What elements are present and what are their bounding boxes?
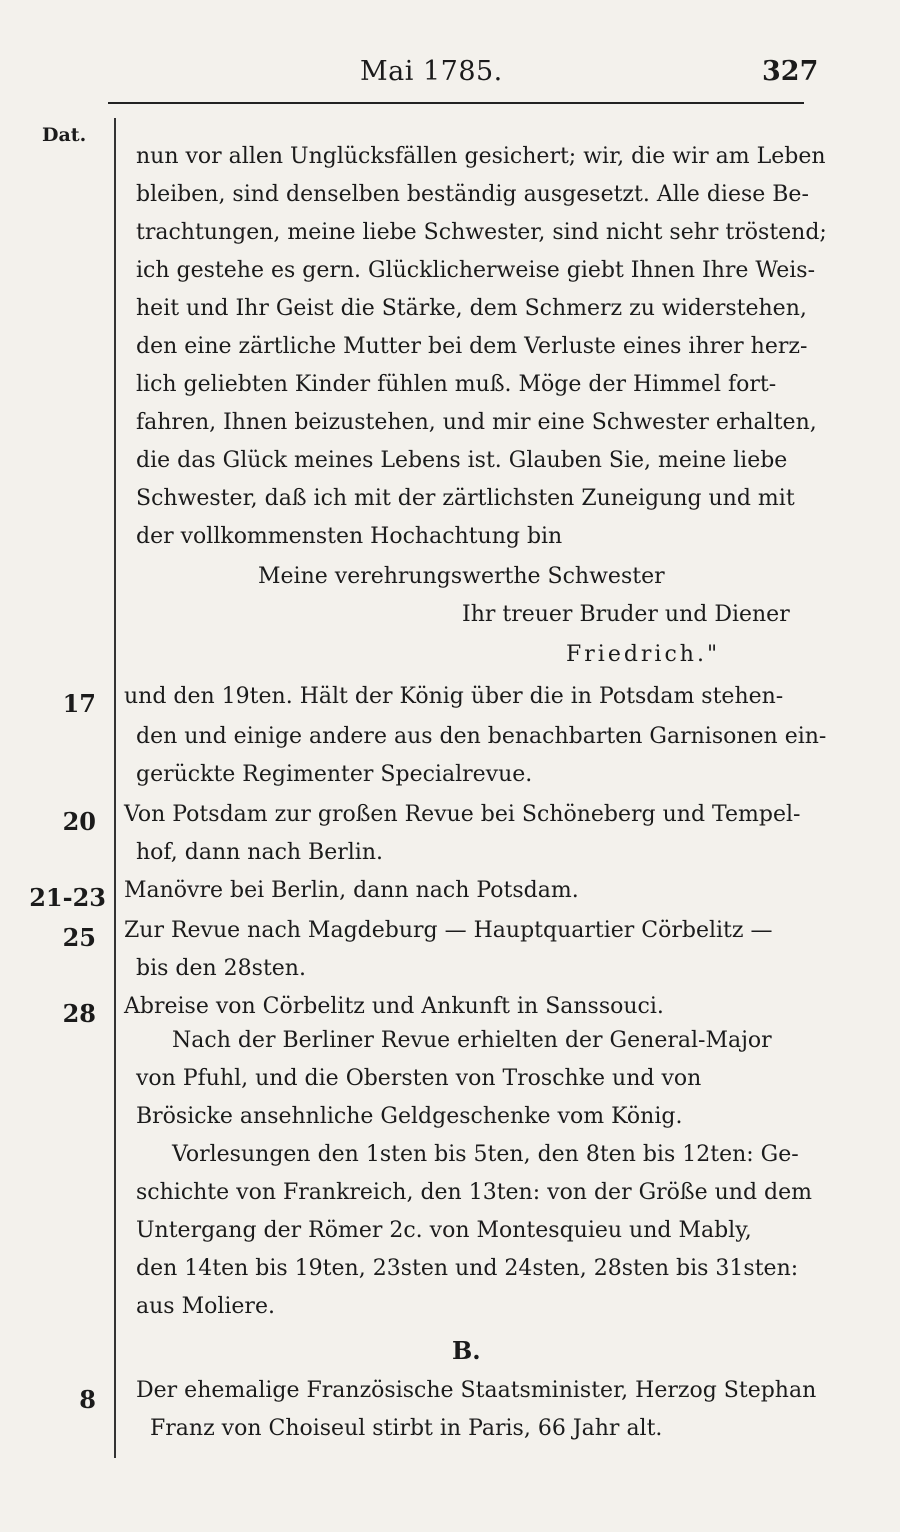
- entry-date: 21-23: [29, 883, 106, 912]
- header-rule: [108, 102, 804, 104]
- entry-date: 8: [79, 1385, 96, 1414]
- letter-sign-off: Ihr treuer Bruder und Diener: [462, 602, 790, 627]
- entry-line: und den 19ten. Hält der König über die in Potsdam stehen-: [124, 684, 784, 709]
- letter-line: bleiben, sind denselben beständig ausgesetzt. Alle diese Be-: [136, 182, 809, 207]
- date-column-label: Dat.: [42, 124, 87, 146]
- entry-date: 28: [62, 999, 96, 1028]
- note-line: aus Moliere.: [136, 1294, 275, 1319]
- entry-date: 25: [62, 923, 96, 952]
- letter-line: lich geliebten Kinder fühlen muß. Möge der Himmel fort-: [136, 372, 777, 397]
- letter-line: nun vor allen Unglücksfällen gesichert; wir, die wir am Leben: [136, 144, 826, 169]
- letter-line: der vollkommensten Hochachtung bin: [136, 524, 563, 549]
- letter-line: ich gestehe es gern. Glücklicherweise giebt Ihnen Ihre Weis-: [136, 258, 816, 283]
- entry-line: Der ehemalige Französische Staatsminister, Herzog Stephan: [136, 1378, 817, 1403]
- entry-line: hof, dann nach Berlin.: [136, 840, 383, 865]
- entry-line: Franz von Choiseul stirbt in Paris, 66 Jahr alt.: [150, 1416, 663, 1441]
- entry-line: bis den 28sten.: [136, 956, 306, 981]
- page-number: 327: [762, 56, 819, 87]
- note-line: den 14ten bis 19ten, 23sten und 24sten, 28sten bis 31sten:: [136, 1256, 799, 1281]
- entry-line: Manövre bei Berlin, dann nach Potsdam.: [124, 878, 579, 903]
- note-line: schichte von Frankreich, den 13ten: von der Größe und dem: [136, 1180, 813, 1205]
- letter-signature: Friedrich.": [566, 642, 721, 667]
- letter-line: die das Glück meines Lebens ist. Glauben Sie, meine liebe: [136, 448, 788, 473]
- letter-salutation: Meine verehrungswerthe Schwester: [258, 564, 665, 589]
- date-column-divider: [114, 118, 116, 1458]
- letter-line: Schwester, daß ich mit der zärtlichsten Zuneigung und mit: [136, 486, 795, 511]
- note-line: Untergang der Römer 2c. von Montesquieu und Mably,: [136, 1218, 752, 1243]
- entry-line: Von Potsdam zur großen Revue bei Schöneberg und Tempel-: [124, 802, 801, 827]
- letter-line: trachtungen, meine liebe Schwester, sind nicht sehr tröstend;: [136, 220, 827, 245]
- entry-line: gerückte Regimenter Specialrevue.: [136, 762, 533, 787]
- note-line: Vorlesungen den 1sten bis 5ten, den 8ten bis 12ten: Ge-: [172, 1142, 799, 1167]
- note-line: Nach der Berliner Revue erhielten der General-Major: [172, 1028, 772, 1053]
- entry-date: 20: [62, 807, 96, 836]
- section-heading: B.: [452, 1336, 481, 1365]
- entry-line: den und einige andere aus den benachbarten Garnisonen ein-: [136, 724, 827, 749]
- letter-line: heit und Ihr Geist die Stärke, dem Schmerz zu widerstehen,: [136, 296, 807, 321]
- letter-line: den eine zärtliche Mutter bei dem Verluste eines ihrer herz-: [136, 334, 808, 359]
- entry-date: 17: [62, 689, 96, 718]
- note-line: Brösicke ansehnliche Geldgeschenke vom König.: [136, 1104, 683, 1129]
- note-line: von Pfuhl, und die Obersten von Troschke und von: [136, 1066, 702, 1091]
- entry-line: Zur Revue nach Magdeburg — Hauptquartier Cörbelitz —: [124, 918, 773, 943]
- letter-line: fahren, Ihnen beizustehen, und mir eine Schwester erhalten,: [136, 410, 817, 435]
- entry-line: Abreise von Cörbelitz und Ankunft in Sanssouci.: [124, 994, 664, 1019]
- running-header-title: Mai 1785.: [360, 56, 503, 87]
